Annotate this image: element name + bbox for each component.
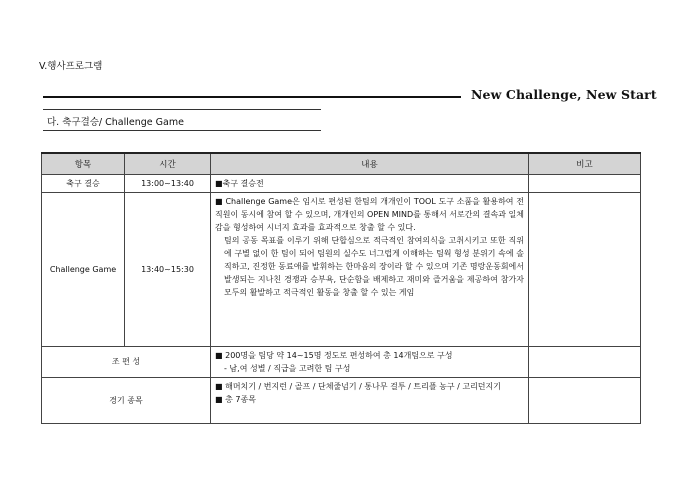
table-header-row xyxy=(42,153,641,174)
row-content xyxy=(211,174,529,192)
row-item: Challenge Game xyxy=(42,192,125,346)
content-line: ■ 총 7종목 xyxy=(215,394,256,404)
header-rule xyxy=(43,96,461,98)
column-header-content: 내용 xyxy=(211,153,529,174)
column-header-item: 항목 xyxy=(42,153,125,174)
table-row xyxy=(42,174,641,192)
row-content xyxy=(211,346,529,377)
row-time: 13:40~15:30 xyxy=(125,192,211,346)
row-note xyxy=(529,174,641,192)
column-header-time: 시간 xyxy=(125,153,211,174)
content-line: ■ 해머치기 / 번지런 / 골프 / 단체줄넘기 / 통나무 걸투 / 트리플 농구 / 고리던지기 xyxy=(215,381,501,391)
row-item: 축구 결승 xyxy=(42,174,125,192)
content-line: - 남,여 성별 / 직급을 고려한 팀 구성 xyxy=(224,363,351,373)
row-note xyxy=(529,192,641,346)
program-table xyxy=(41,152,641,424)
subtitle: 다. 축구결승/ Challenge Game xyxy=(47,117,184,128)
row-item: 조 편 성 xyxy=(42,346,211,377)
column-header-note: 비고 xyxy=(529,153,641,174)
row-content xyxy=(211,377,529,423)
table-row xyxy=(42,377,641,423)
content-paragraph: ■ Challenge Game은 임시로 편성된 한팀의 개개인이 TOOL 도구 소품을 활용하여 전 직원이 동시에 참여 할 수 있으며, 개개인의 OPEN MIND를 통해서 서로간의 결속과 일체감을 형성하여 시너지 효과를 효과적으로 창출 할 수 있다. xyxy=(215,196,524,232)
slogan: New Challenge, New Start xyxy=(471,87,657,102)
row-note xyxy=(529,346,641,377)
subtitle-top-rule xyxy=(43,109,321,110)
row-note xyxy=(529,377,641,423)
content-paragraph: 팀의 공동 목표를 이루기 위해 단합심으로 적극적인 참여의식을 고취시키고 또한 직위에 구별 없이 한 팀이 되어 팀원의 실수도 너그럽게 이해하는 팀웍 형성 분위기 속에 솔직하고, 진정한 동료애를 발휘하는 한마음의 장이라 할 수 있으며 기존 명랑운동회에서 발생되는 지나친 경쟁과 승부욕, 단순함을 배제하고 재미와 즐거움을 제공하여 참가자 모두의 활발하고 적극적인 활동을 창출 할 수 있는 게임 xyxy=(224,235,524,297)
content-line: ■ 200명을 팀당 약 14~15명 정도로 편성하여 총 14개팀으로 구성 xyxy=(215,350,453,360)
section-label: V.행사프로그램 xyxy=(39,61,103,72)
table-row xyxy=(42,346,641,377)
subtitle-bottom-rule xyxy=(43,130,321,131)
row-item: 경기 종목 xyxy=(42,377,211,423)
content-line: ■축구 결승전 xyxy=(215,178,264,188)
row-time: 13:00~13:40 xyxy=(125,174,211,192)
table-row xyxy=(42,192,641,346)
row-content xyxy=(211,192,529,346)
